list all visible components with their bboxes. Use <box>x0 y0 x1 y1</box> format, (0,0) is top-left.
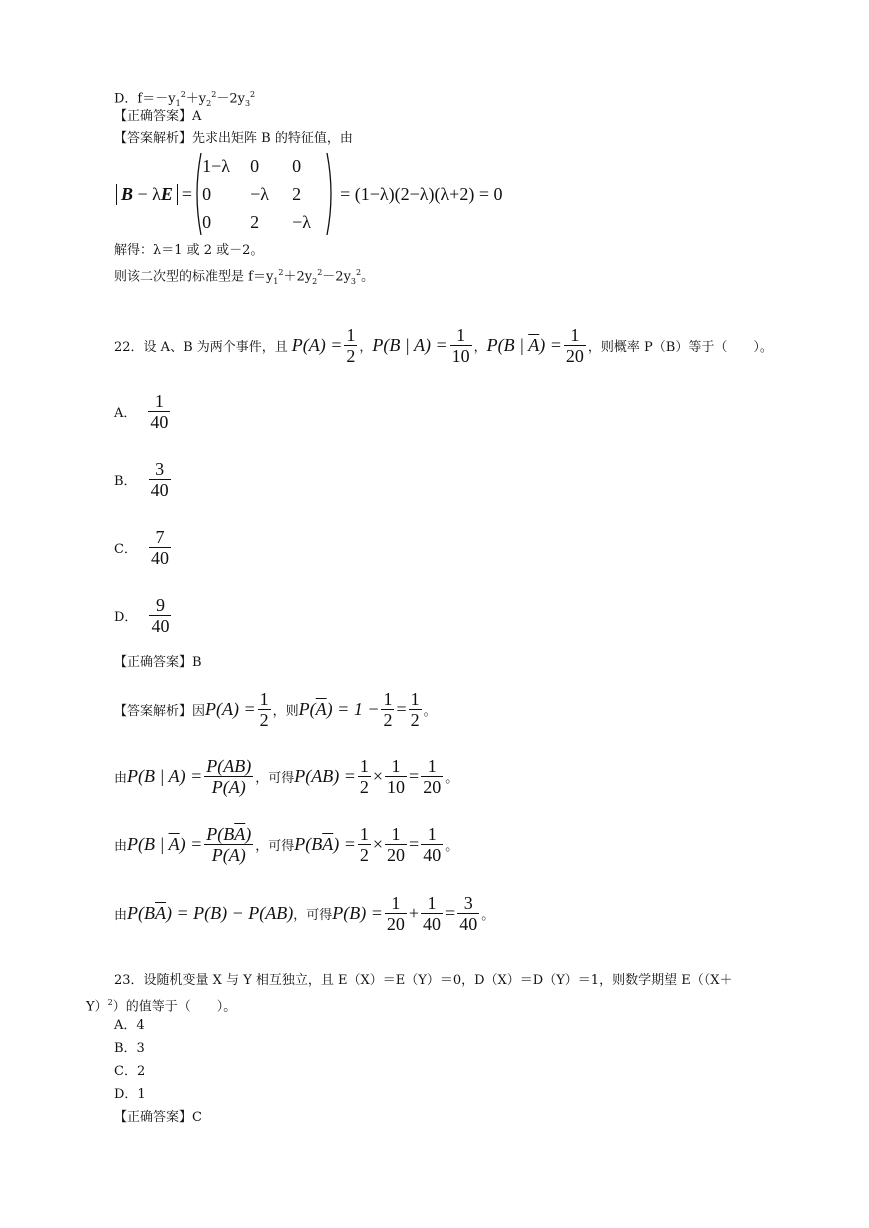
q23-option-a: A．4 <box>114 1018 145 1033</box>
left-paren-icon <box>192 152 202 236</box>
q21-analysis: 【答案解析】先求出矩阵 B 的特征值，由 <box>114 131 353 146</box>
q22-analysis-3: 由 P(B | $\overline{A}$) = $\frac{P(B\overline{A})}{P(\overline{A})}$ ，可得 $P(B\overline{A})$ = $\frac{1}{2}$ × $\frac{1}{20}$ = $\frac{1}{40}$ 。 <box>114 823 459 865</box>
determinant-lhs: B − λE <box>116 184 178 205</box>
q22-stem: 22．设 A、B 为两个事件，且 P(A) = $\frac{1}{2}$ ， P(B | A) = $\frac{1}{10}$ ， P(B | $\overline{A}$) = $\frac{1}{20}$ ，则概率 P（B）等于（ ）。 <box>114 324 773 366</box>
q22-option-b: B． $\frac{3}{40}$ <box>114 458 169 500</box>
q22-answer: 【正确答案】B <box>114 655 202 670</box>
q23-stem-line2: Y）$^2$）的值等于（ ）。 <box>86 998 237 1015</box>
q22-analysis-4: 由 $P(B\overline{A}) = P(B) - P(AB)$ ，可得 P(B) = $\frac{1}{20}$ + $\frac{1}{40}$ = $\frac{3}{40}$ 。 <box>114 892 495 934</box>
q23-option-d: D．1 <box>114 1087 146 1102</box>
q22-analysis-1: 【答案解析】 因 P(A) = $\frac{1}{2}$ ，则 $P(\overline{A}) = 1$ − $\frac{1}{2}$ = $\frac{1}{2}$ 。 <box>114 688 437 730</box>
q22-option-d: D． $\frac{9}{40}$ <box>114 594 170 636</box>
q21-matrix-equation: B − λE = 1−λ 0 0 0 −λ 2 0 2 −λ = (1−λ)(2−λ)(λ+2) = 0 <box>112 152 502 236</box>
q21-option-d: D．$f=-y_1^2+y_2^2-2y_3^2$ <box>114 90 256 108</box>
q23-option-b: B．3 <box>114 1041 145 1056</box>
matrix: 1−λ 0 0 0 −λ 2 0 2 −λ <box>192 152 336 236</box>
q23-stem-line1: 23．设随机变量 X 与 Y 相互独立，且 E（X）＝E（Y）＝0，D（X）＝D（Y）＝1，则数学期望 E（（X＋ <box>114 973 733 988</box>
q23-option-c: C．2 <box>114 1064 146 1079</box>
q22-option-c: C． $\frac{7}{40}$ <box>114 526 169 568</box>
q22-option-a: A． $\frac{1}{40}$ <box>114 390 169 432</box>
right-paren-icon <box>326 152 336 236</box>
q23-answer: 【正确答案】C <box>114 1110 202 1125</box>
q21-standard-form: 则该二次型的标准型是 $f=y_1^2+2y_2^2-2y_3^2$。 <box>114 268 375 286</box>
q21-solve-line: 解得：λ＝1 或 2 或－2。 <box>114 243 264 258</box>
q21-answer: 【正确答案】A <box>114 109 202 124</box>
q22-analysis-2: 由 P(B | A) = $\frac{P(AB)}{P(A)}$ ，可得 P(AB) = $\frac{1}{2}$ × $\frac{1}{10}$ = $\frac{1}{20}$ 。 <box>114 755 459 797</box>
